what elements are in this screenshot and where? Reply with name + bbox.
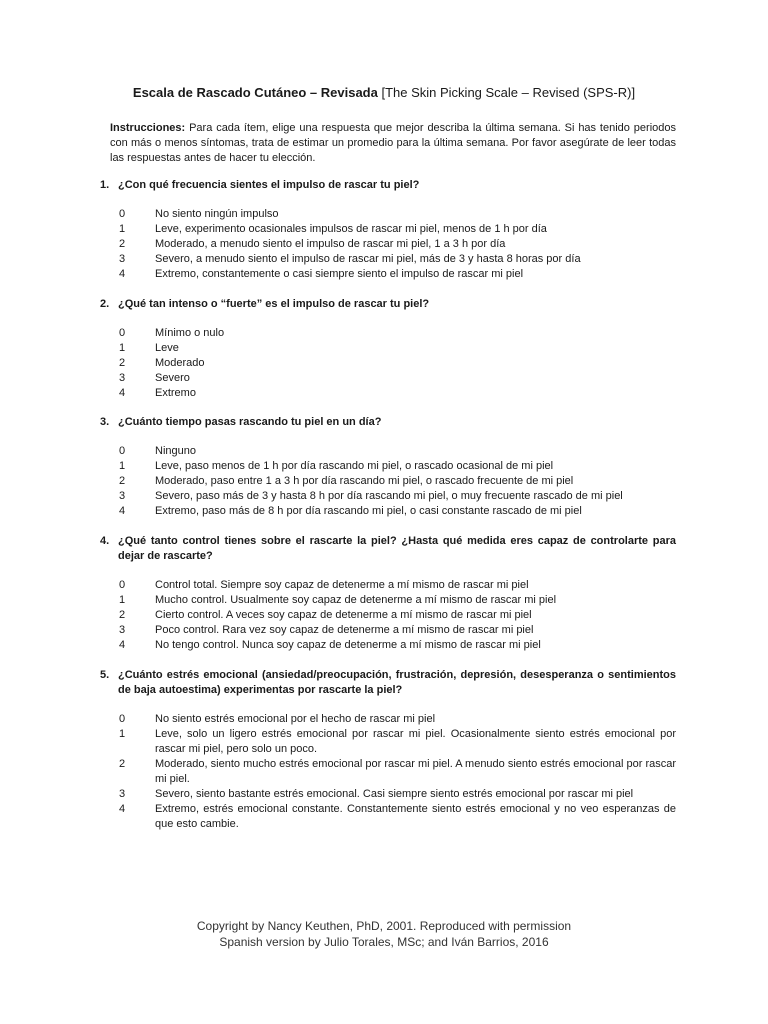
option-text: Moderado, a menudo siento el impulso de rascar mi piel, 1 a 3 h por día: [155, 238, 506, 250]
option-value: 3: [119, 788, 126, 800]
option-text: Moderado: [155, 357, 205, 369]
option-item: [119, 371, 676, 386]
option-value: 3: [119, 624, 126, 636]
title-subtitle: [The Skin Picking Scale – Revised (SPS-R)]: [377, 85, 636, 100]
options-list: [100, 326, 676, 401]
option-item: [119, 474, 676, 489]
option-value: 4: [119, 387, 126, 399]
option-text: Severo: [155, 372, 190, 384]
option-text: Moderado, siento mucho estrés emocional por rascar mi piel. A menudo siento estrés emocional por rascar mi piel.: [155, 758, 676, 785]
option-value: 4: [119, 639, 126, 651]
option-item: [119, 757, 676, 787]
question-text: ¿Qué tan intenso o “fuerte” es el impulso de rascar tu piel?: [118, 298, 430, 310]
question-1: [100, 178, 676, 282]
options-list: [100, 578, 676, 653]
question-number: 2.: [100, 298, 110, 310]
option-item: [119, 593, 676, 608]
option-text: Moderado, paso entre 1 a 3 h por día rascando mi piel, o rascado frecuente de mi piel: [155, 475, 574, 487]
option-value: 3: [119, 490, 126, 502]
question-number: 4.: [100, 535, 110, 547]
option-text: Cierto control. A veces soy capaz de detenerme a mí mismo de rascar mi piel: [155, 609, 532, 621]
footer: [60, 918, 708, 950]
option-text: No tengo control. Nunca soy capaz de detenerme a mí mismo de rascar mi piel: [155, 639, 541, 651]
option-item: [119, 341, 676, 356]
option-item: [119, 444, 676, 459]
option-item: [119, 252, 676, 267]
question-text: ¿Qué tanto control tienes sobre el rascarte la piel? ¿Hasta qué medida eres capaz de controlarte para dejar de rascarte?: [118, 535, 676, 562]
option-item: [119, 222, 676, 237]
option-text: Extremo, constantemente o casi siempre siento el impulso de rascar mi piel: [155, 268, 524, 280]
option-item: [119, 326, 676, 341]
option-item: [119, 727, 676, 757]
option-item: [119, 267, 676, 282]
option-item: [119, 608, 676, 623]
option-value: 4: [119, 505, 126, 517]
option-text: Severo, a menudo siento el impulso de rascar mi piel, más de 3 y hasta 8 horas por día: [155, 253, 581, 265]
question-text: ¿Cuánto tiempo pasas rascando tu piel en un día?: [118, 416, 382, 428]
question-2: [100, 297, 676, 401]
option-text: Severo, paso más de 3 y hasta 8 h por día rascando mi piel, o muy frecuente rascado de mi piel: [155, 490, 623, 502]
option-text: Ninguno: [155, 445, 196, 457]
option-text: Severo, siento bastante estrés emocional. Casi siempre siento estrés emocional por rascar mi piel: [155, 788, 634, 800]
option-value: 1: [119, 342, 126, 354]
option-item: [119, 504, 676, 519]
option-item: [119, 489, 676, 504]
instructions-text: Para cada ítem, elige una respuesta que mejor describa la última semana. Si has tenido periodos con más o menos síntomas, trata de estimar un promedio para la última semana. Por favor asegúrate de leer todas las respuestas antes de hacer tu elección.: [110, 122, 676, 164]
instructions: [110, 121, 676, 166]
question-3: [100, 415, 676, 519]
option-text: Control total. Siempre soy capaz de detenerme a mí mismo de rascar mi piel: [155, 579, 529, 591]
options-list: [100, 207, 676, 282]
question-text: ¿Con qué frecuencia sientes el impulso de rascar tu piel?: [118, 179, 420, 191]
option-text: Leve: [155, 342, 179, 354]
option-value: 0: [119, 327, 126, 339]
page-title: [60, 85, 708, 101]
option-value: 0: [119, 208, 126, 220]
option-value: 2: [119, 475, 126, 487]
question-text: ¿Cuánto estrés emocional (ansiedad/preocupación, frustración, depresión, desesperanza o sentimientos de baja autoestima) experimentas por rascarte la piel?: [118, 669, 676, 696]
question-4: [100, 534, 676, 653]
option-item: [119, 459, 676, 474]
option-item: [119, 802, 676, 832]
option-text: Poco control. Rara vez soy capaz de detenerme a mí mismo de rascar mi piel: [155, 624, 534, 636]
question-number: 5.: [100, 669, 110, 681]
instructions-label: Instrucciones:: [110, 122, 186, 134]
option-value: 0: [119, 579, 126, 591]
question-number: 3.: [100, 416, 110, 428]
option-item: [119, 237, 676, 252]
question-number: 1.: [100, 179, 110, 191]
option-text: Leve, experimento ocasionales impulsos de rascar mi piel, menos de 1 h por día: [155, 223, 547, 235]
option-value: 1: [119, 460, 126, 472]
option-item: [119, 207, 676, 222]
option-item: [119, 578, 676, 593]
option-item: [119, 638, 676, 653]
option-item: [119, 386, 676, 401]
option-text: Leve, solo un ligero estrés emocional por rascar mi piel. Ocasionalmente siento estrés emocional por rascar mi piel, pero solo un poco.: [155, 728, 676, 755]
option-text: No siento estrés emocional por el hecho de rascar mi piel: [155, 713, 436, 725]
option-value: 2: [119, 357, 126, 369]
option-text: Mucho control. Usualmente soy capaz de detenerme a mí mismo de rascar mi piel: [155, 594, 557, 606]
option-item: [119, 623, 676, 638]
option-text: Leve, paso menos de 1 h por día rascando mi piel, o rascado ocasional de mi piel: [155, 460, 554, 472]
option-value: 4: [119, 803, 126, 815]
option-text: Extremo: [155, 387, 196, 399]
option-value: 1: [119, 594, 126, 606]
footer-translation-credit: Spanish version by Julio Torales, MSc; and Iván Barrios, 2016: [219, 935, 549, 949]
option-value: 1: [119, 728, 126, 740]
option-value: 4: [119, 268, 126, 280]
option-value: 0: [119, 713, 126, 725]
options-list: [100, 712, 676, 832]
option-value: 0: [119, 445, 126, 457]
option-value: 2: [119, 238, 126, 250]
footer-copyright: Copyright by Nancy Keuthen, PhD, 2001. Reproduced with permission: [196, 919, 572, 933]
question-5: [100, 668, 676, 832]
option-text: No siento ningún impulso: [155, 208, 279, 220]
option-item: [119, 787, 676, 802]
option-value: 2: [119, 609, 126, 621]
option-item: [119, 356, 676, 371]
option-value: 3: [119, 372, 126, 384]
options-list: [100, 444, 676, 519]
option-item: [119, 712, 676, 727]
option-text: Extremo, estrés emocional constante. Constantemente siento estrés emocional y no veo esperanzas de que esto cambie.: [155, 803, 676, 830]
option-value: 2: [119, 758, 126, 770]
option-value: 3: [119, 253, 126, 265]
option-value: 1: [119, 223, 126, 235]
title-main: Escala de Rascado Cutáneo – Revisada: [132, 85, 378, 100]
option-text: Mínimo o nulo: [155, 327, 225, 339]
option-text: Extremo, paso más de 8 h por día rascando mi piel, o casi constante rascado de mi piel: [155, 505, 582, 517]
